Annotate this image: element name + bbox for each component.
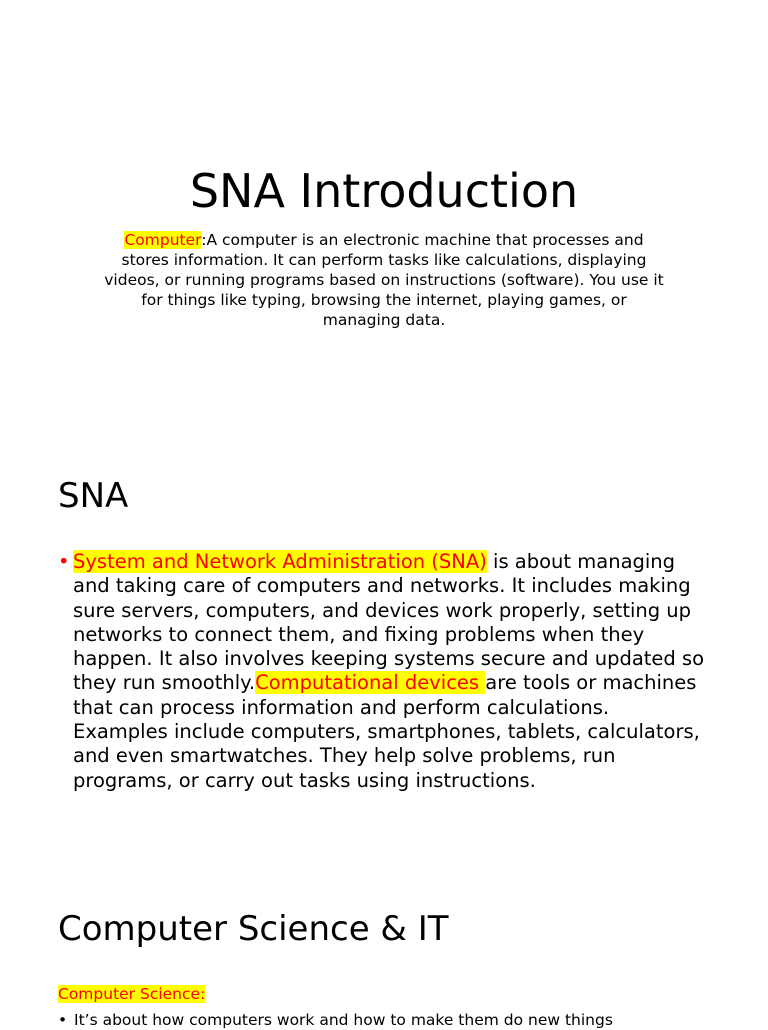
- computer-science-item-text: It’s about how computers work and how to make them do new things: [74, 1011, 613, 1029]
- computer-science-list: [58, 1010, 718, 1030]
- slide3-title: Computer Science & IT: [58, 909, 449, 949]
- sna-description: is about managing and taking care of computers and networks. It includes making sure servers, computers, and devices work properly, setting up networks to connect them, and fixing problems when they happen. It also involves keeping systems secure and updated so they run smoothly.: [73, 550, 705, 695]
- bullet-icon: •: [58, 550, 70, 573]
- term-colon: :: [201, 231, 207, 249]
- computer-definition: A computer is an electronic machine that processes and stores information. It can perform tasks like calculations, displaying videos, or running programs based on instructions (software). You use it for things like typing, browsing the internet, playing games, or managing data.: [104, 231, 664, 329]
- computer-science-subheading: [58, 984, 205, 1004]
- slide1-title: SNA Introduction: [189, 164, 579, 218]
- computer-science-item: [58, 1010, 718, 1030]
- slide1-definition: [100, 230, 668, 330]
- slide2-title: SNA: [58, 476, 129, 516]
- computational-devices-term: Computational devices: [255, 671, 486, 695]
- computer-science-label: Computer Science:: [58, 985, 206, 1003]
- computer-term: Computer: [124, 231, 202, 249]
- computational-devices-description: are tools or machines that can process information and perform calculations. Examples include computers, smartphones, tablets, calculators, and even smartwatches. They help solve problems, run programs, or carry out tasks using instructions.: [73, 671, 700, 792]
- sna-bullet-list: [58, 550, 710, 793]
- bullet-icon: •: [58, 1011, 68, 1029]
- sna-term: System and Network Administration (SNA): [73, 550, 487, 573]
- sna-bullet-item: [58, 550, 710, 793]
